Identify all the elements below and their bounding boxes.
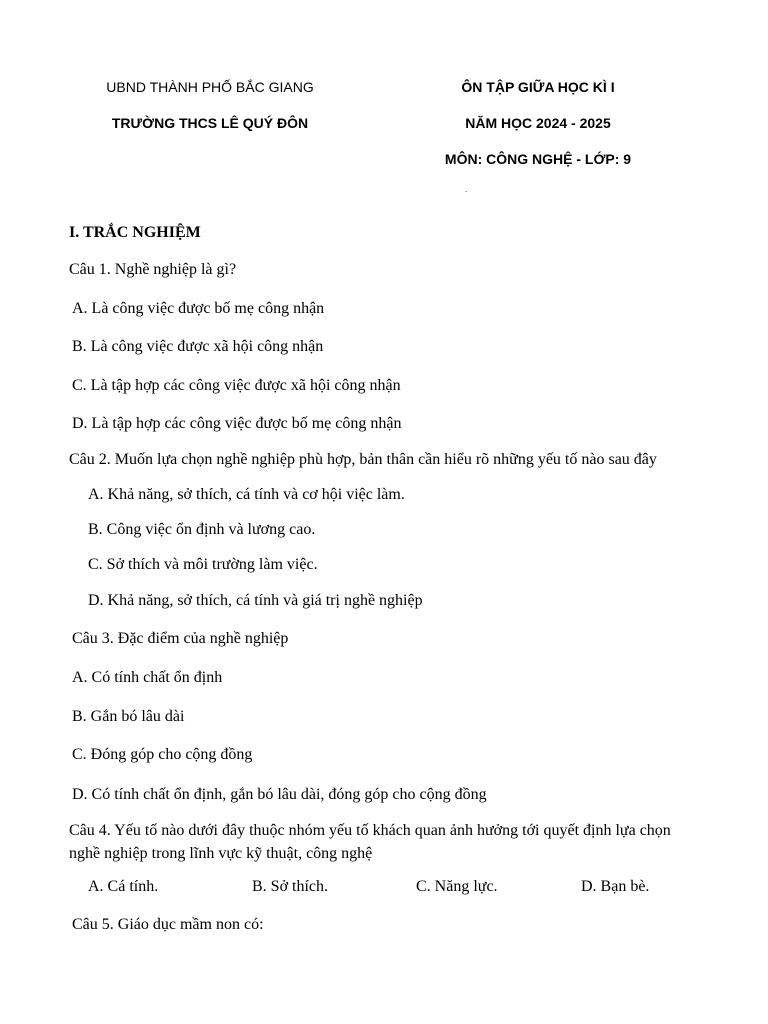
question-3-option-c: C. Đóng góp cho cộng đồng <box>72 746 253 763</box>
question-4-option-b: B. Sở thích. <box>252 878 329 895</box>
question-2-option-a: A. Khả năng, sở thích, cá tính và cơ hội việc làm. <box>88 486 405 503</box>
question-2-text: Câu 2. Muốn lựa chọn nghề nghiệp phù hợp, bản thân cần hiểu rõ những yếu tố nào sau đây <box>69 451 657 468</box>
section-title: I. TRẮC NGHIỆM <box>69 224 201 241</box>
header-left-line1: UBND THÀNH PHỐ BẮC GIANG <box>106 79 314 95</box>
question-4-option-a: A. Cá tính. <box>88 878 159 895</box>
question-3-option-a: A. Có tính chất ổn định <box>72 669 223 686</box>
question-4-text: Câu 4. Yếu tố nào dưới đây thuộc nhóm yếu tố khách quan ảnh hưởng tới quyết định lựa chọn nghề nghiệp trong lĩnh vực kỹ thuật, công nghệ <box>69 822 671 862</box>
header-left-line2: TRƯỜNG THCS LÊ QUÝ ĐÔN <box>111 115 309 131</box>
question-1-text: Câu 1. Nghề nghiệp là gì? <box>69 261 237 278</box>
question-1-option-a: A. Là công việc được bố mẹ công nhận <box>72 300 325 317</box>
question-3-text: Câu 3. Đặc điểm của nghề nghiệp <box>72 630 289 647</box>
question-3-option-b: B. Gắn bó lâu dài <box>72 708 185 725</box>
question-1-option-b: B. Là công việc được xã hội công nhận <box>72 338 324 355</box>
question-4-option-d: D. Bạn bè. <box>581 878 650 895</box>
header-right-line3: MÔN: CÔNG NGHỆ - LỚP: 9 <box>444 151 632 167</box>
question-2-option-c: C. Sở thích và môi trường làm việc. <box>88 556 318 573</box>
question-5-text: Câu 5. Giáo dục mầm non có: <box>72 916 264 933</box>
question-1-option-c: C. Là tập hợp các công việc được xã hội công nhận <box>72 377 401 394</box>
question-2-option-b: B. Công việc ổn định và lương cao. <box>88 521 316 538</box>
question-3-option-d: D. Có tính chất ổn định, gắn bó lâu dài, đóng góp cho cộng đồng <box>72 786 487 803</box>
header-right-line2: NĂM HỌC 2024 - 2025 <box>465 115 611 131</box>
header-right-line1: ÔN TẬP GIỮA HỌC KÌ I <box>461 79 615 95</box>
question-1-option-d: D. Là tập hợp các công việc được bố mẹ công nhận <box>72 415 402 432</box>
header-dot: . <box>465 185 468 194</box>
question-2-option-d: D. Khả năng, sở thích, cá tính và giá trị nghề nghiệp <box>88 592 423 609</box>
question-4-option-c: C. Năng lực. <box>416 878 498 895</box>
